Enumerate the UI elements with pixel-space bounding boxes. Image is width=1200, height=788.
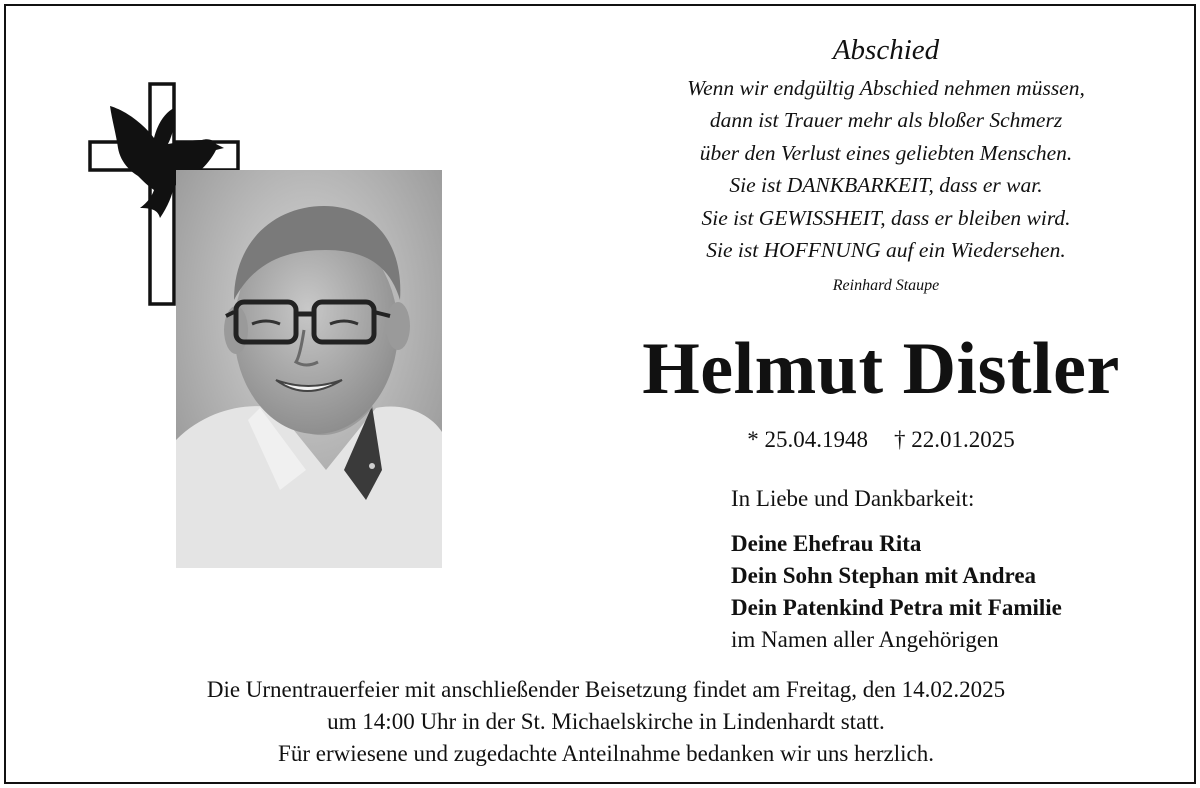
poem-line: Sie ist DANKBARKEIT, dass er war. xyxy=(729,173,1043,198)
poem-lines xyxy=(636,72,1136,266)
funeral-info xyxy=(46,674,1166,770)
portrait-photo xyxy=(176,170,442,568)
mourners-closing: im Namen aller Angehörigen xyxy=(731,627,999,652)
mourners-list xyxy=(731,528,1062,656)
mourner-name: Deine Ehefrau Rita xyxy=(731,531,922,556)
funeral-info-line: Für erwiesene und zugedachte Anteilnahme bedanken wir uns herzlich. xyxy=(278,741,934,766)
obituary-frame xyxy=(4,4,1196,784)
mourners-intro: In Liebe und Dankbarkeit: xyxy=(731,486,975,511)
poem-line: Wenn wir endgültig Abschied nehmen müssen, xyxy=(687,76,1085,100)
mourner-name: Dein Sohn Stephan mit Andrea xyxy=(731,563,1037,588)
deceased-name: Helmut Distler xyxy=(642,328,1120,410)
poem-block xyxy=(636,32,1136,296)
death-date: † 22.01.2025 xyxy=(894,427,1015,452)
life-dates xyxy=(566,425,1196,455)
mourner-name: Dein Patenkind Petra mit Familie xyxy=(731,595,1062,620)
poem-author: Reinhard Staupe xyxy=(832,277,940,295)
birth-date: * 25.04.1948 xyxy=(747,427,868,452)
poem-line: dann ist Trauer mehr als bloßer Schmerz xyxy=(709,108,1063,133)
poem-line: Sie ist GEWISSHEIT, dass er bleiben wird. xyxy=(701,205,1071,230)
funeral-info-line: um 14:00 Uhr in der St. Michaelskirche in Lindenhardt statt. xyxy=(327,709,885,734)
funeral-info-line: Die Urnentrauerfeier mit anschließender Beisetzung findet am Freitag, den 14.02.2025 xyxy=(206,677,1006,702)
poem-line: über den Verlust eines geliebten Menschen. xyxy=(699,140,1073,165)
poem-title: Abschied xyxy=(832,34,940,66)
poem-line: Sie ist HOFFNUNG auf ein Wiedersehen. xyxy=(706,238,1066,263)
